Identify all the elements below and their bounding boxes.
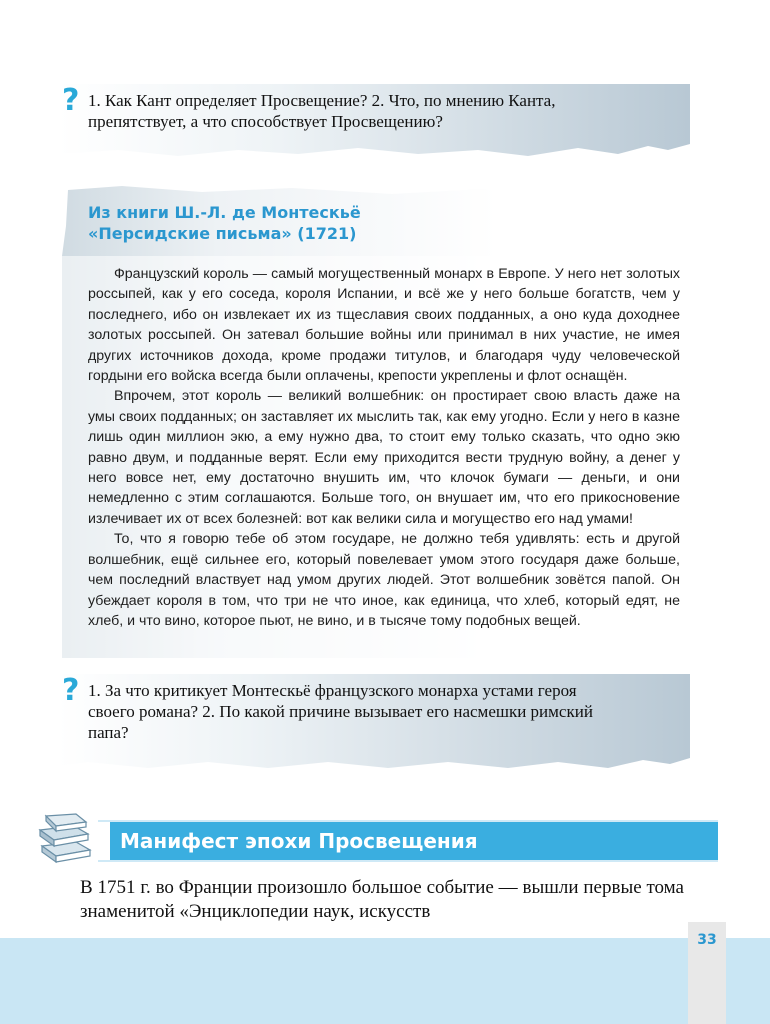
section-heading (36, 808, 686, 864)
source-title-line: Из книги Ш.-Л. де Монтескьё (88, 203, 361, 222)
page-number: 33 (697, 932, 717, 948)
question-icon: ? (62, 673, 80, 708)
question-text (88, 680, 684, 743)
question-box-2 (58, 674, 690, 772)
books-icon (36, 812, 98, 864)
main-text (80, 876, 684, 924)
question-line: папа? (88, 723, 129, 742)
source-title-line: «Персидские письма» (1721) (88, 224, 357, 243)
question-box-1 (58, 84, 690, 160)
main-paragraph: В 1751 г. во Франции произошло большое событие — вышли первые тома знаменитой «Энциклопедии наук, искусств (80, 877, 684, 922)
section-title: Манифест эпохи Просвещения (120, 829, 478, 853)
question-icon: ? (62, 83, 80, 118)
source-box (62, 186, 684, 658)
bar-stripe (98, 822, 110, 860)
page-footer (0, 938, 770, 1024)
question-line: 1. За что критикует Монтескьё французского монарха устами героя (88, 681, 577, 700)
source-paragraph: Французский король — самый могущественный монарх в Европе. У него нет золотых россыпей, как у его соседа, короля Испании, и всё же у него больше богатств, чем у последнего, ибо он извлекает их из тщеславия своих подданных, а оно куда доходнее золотых россыпей. Он затевал большие войны или принимал в них участие, не имея других источников дохода, кроме продажи титулов, и благодаря чуду человеческой гордыни его войска всегда были оплачены, крепости укреплены и флот оснащён. (88, 266, 680, 385)
page-number-box (688, 922, 726, 1024)
section-title-bar (98, 820, 718, 862)
question-text (88, 90, 684, 132)
question-line: своего романа? 2. По какой причине вызывает его насмешки римский (88, 702, 593, 721)
source-text (88, 264, 680, 631)
question-line: препятствует, а что способствует Просвещению? (88, 112, 443, 131)
source-title (88, 202, 361, 244)
source-paragraph: То, что я говорю тебе об этом государе, не должно тебя удивлять: есть и другой волшебник, ещё сильнее его, который повелевает умом этого государя даже больше, чем последний властвует над умом других людей. Этот волшебник зовётся папой. Он убеждает короля в том, что три не что иное, как единица, что хлеб, который едят, не хлеб, и что вино, которое пьют, не вино, и в тысяче тому подобных вещей. (88, 531, 680, 629)
source-paragraph: Впрочем, этот король — великий волшебник: он простирает свою власть даже на умы своих подданных; он заставляет их мыслить так, как ему угодно. Если у него в казне лишь один миллион экю, а ему нужно два, то стоит ему только сказать, что одно экю равно двум, и подданные верят. Если ему приходится вести трудную войну, а денег у него вовсе нет, ему достаточно внушить им, что клочок бумаги — деньги, и они немедленно с этим соглашаются. Больше того, он внушает им, что его прикосновение излечивает их от всех болезней: вот как велики сила и могущество его над умами! (88, 388, 680, 527)
question-line: 1. Как Кант определяет Просвещение? 2. Что, по мнению Канта, (88, 91, 556, 110)
